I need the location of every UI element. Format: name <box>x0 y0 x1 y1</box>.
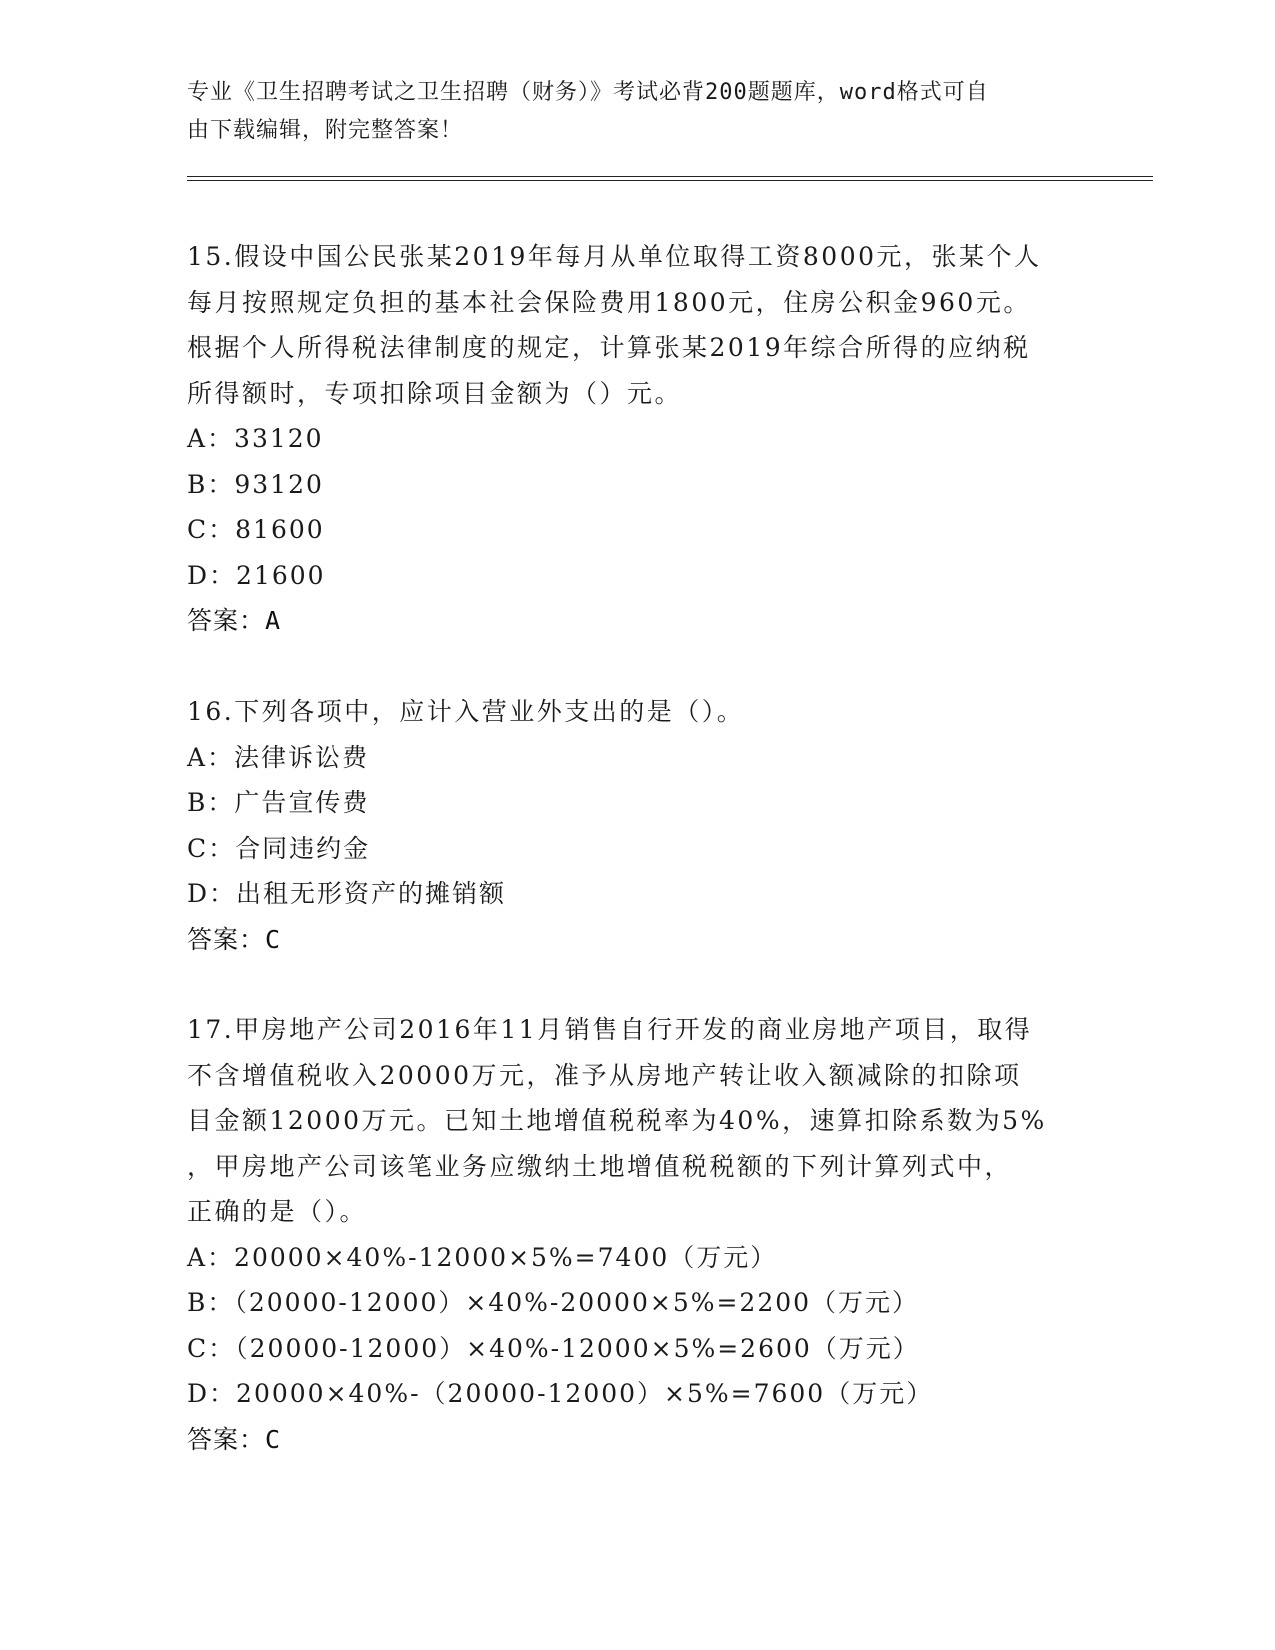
option-d: D：出租无形资产的摊销额 <box>187 879 507 908</box>
question-stem-line: 15.假设中国公民张某2019年每月从单位取得工资8000元，张某个人 <box>187 242 1042 271</box>
question-stem-line: 目金额12000万元。已知土地增值税税率为40%，速算扣除系数为5% <box>187 1106 1047 1135</box>
option-c: C：81600 <box>187 515 325 544</box>
question-stem-line: 根据个人所得税法律制度的规定，计算张某2019年综合所得的应纳税 <box>187 333 1031 362</box>
question-stem-line: 正确的是（）。 <box>187 1197 368 1226</box>
option-b: B：广告宣传费 <box>187 788 370 817</box>
question-stem-line: 16.下列各项中，应计入营业外支出的是（）。 <box>187 697 745 726</box>
question-17 <box>187 1007 1087 1462</box>
question-stem-line: 17.甲房地产公司2016年11月销售自行开发的商业房地产项目，取得 <box>187 1015 1033 1044</box>
option-a: A：法律诉讼费 <box>187 742 370 772</box>
answer-label: 答案：A <box>187 606 282 635</box>
option-b: B：（20000-12000）×40%-20000×5%=2200（万元） <box>187 1288 920 1317</box>
question-15 <box>187 234 1087 644</box>
option-d: D：20000×40%-（20000-12000）×5%=7600（万元） <box>187 1379 934 1408</box>
option-c: C：（20000-12000）×40%-12000×5%=2600（万元） <box>187 1333 920 1363</box>
header-line-1: 专业《卫生招聘考试之卫生招聘（财务）》考试必背200题题库，word格式可自 <box>187 80 989 105</box>
document-header <box>187 74 1067 150</box>
header-line-2: 由下载编辑，附完整答案！ <box>187 118 464 143</box>
option-a: A：20000×40%-12000×5%=7400（万元） <box>187 1242 778 1272</box>
answer-label: 答案：C <box>187 924 282 954</box>
option-d: D：21600 <box>187 560 326 590</box>
question-stem-line: 不含增值税收入20000万元，准予从房地产转让收入额减除的扣除项 <box>187 1060 1022 1090</box>
question-16 <box>187 689 1087 962</box>
header-divider <box>187 176 1153 181</box>
answer-label: 答案：C <box>187 1424 282 1454</box>
question-stem-line: 每月按照规定负担的基本社会保险费用1800元，住房公积金960元。 <box>187 287 1031 317</box>
question-stem-line: 所得额时，专项扣除项目金额为（）元。 <box>187 378 683 408</box>
option-a: A：33120 <box>187 424 324 453</box>
question-stem-line: ，甲房地产公司该笔业务应缴纳土地增值税税额的下列计算列式中， <box>187 1151 1013 1181</box>
option-c: C：合同违约金 <box>187 833 371 863</box>
option-b: B：93120 <box>187 469 324 499</box>
